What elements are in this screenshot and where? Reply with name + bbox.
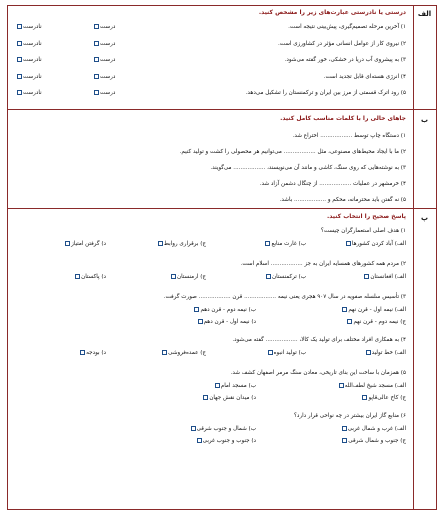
section-pe-title: پاسخ صحیح را انتخاب کنید. bbox=[327, 213, 406, 220]
mc-option[interactable] bbox=[267, 348, 306, 358]
mc-option[interactable] bbox=[341, 436, 406, 446]
mc-option-label: ب) شمال و جنوب شرقی bbox=[196, 426, 256, 432]
option-checkbox[interactable] bbox=[215, 383, 220, 388]
option-checkbox[interactable] bbox=[266, 274, 271, 279]
option-checkbox[interactable] bbox=[342, 438, 347, 443]
true-label: درست bbox=[100, 73, 116, 80]
mc-option-label: ج) عمده‌فروشی bbox=[168, 350, 206, 356]
option-checkbox[interactable] bbox=[342, 426, 347, 431]
true-checkbox[interactable] bbox=[94, 41, 99, 46]
mc-option[interactable] bbox=[193, 305, 256, 315]
section-divider bbox=[8, 208, 436, 209]
option-checkbox[interactable] bbox=[171, 274, 176, 279]
false-checkbox[interactable] bbox=[17, 24, 22, 29]
true-label: درست bbox=[100, 90, 116, 96]
true-option[interactable] bbox=[93, 55, 115, 65]
mc-option-label: الف) مسجد شیخ لطف‌الله bbox=[344, 383, 406, 389]
false-checkbox[interactable] bbox=[17, 90, 22, 95]
mc-option-label: د) پاکستان bbox=[81, 274, 106, 280]
mc-option[interactable] bbox=[202, 393, 256, 403]
mc-option-label: د) جنوب و جنوب غربی bbox=[202, 438, 256, 444]
mc-option-label: د) نیمه اول - قرن دهم bbox=[203, 319, 256, 325]
false-label: نادرست bbox=[23, 90, 42, 96]
mc-question: ۳) تأسیس سلسله صفویه در سال ۹۰۷ هجری یعنی نیمه .................. قرن .................. صورت گرفت. bbox=[163, 294, 406, 300]
false-label: نادرست bbox=[23, 40, 42, 47]
option-checkbox[interactable] bbox=[364, 274, 369, 279]
mc-option[interactable] bbox=[170, 272, 206, 282]
option-checkbox[interactable] bbox=[80, 350, 85, 355]
fill-blank-item: ۴) خرمشهر در عملیات .................. از چنگال دشمن آزاد شد. bbox=[259, 181, 406, 187]
option-checkbox[interactable] bbox=[339, 383, 344, 388]
mc-option-label: الف) غرب و شمال غربی bbox=[347, 426, 406, 432]
mc-option[interactable] bbox=[157, 239, 206, 249]
mc-option[interactable] bbox=[341, 424, 406, 434]
true-option[interactable] bbox=[93, 22, 115, 32]
true-checkbox[interactable] bbox=[94, 90, 99, 95]
fill-blank-item: ۲) ما با ایجاد محیط‌های مصنوعی، مثل .................. می‌توانیم هر محصولی را کشت و تولید کنیم. bbox=[179, 149, 406, 155]
false-label: نادرست bbox=[23, 24, 42, 30]
fill-blank-item: ۵) نه گفتن باید محترمانه، محکم و .................. باشد. bbox=[279, 197, 406, 203]
section-label-be: ب bbox=[420, 116, 429, 124]
mc-question: ۴) به همکاری افراد مختلف برای تولید یک کالا، .................. گفته می‌شود. bbox=[232, 337, 406, 343]
exam-table bbox=[7, 5, 437, 510]
mc-option-label: د) میدان نقش جهان bbox=[209, 395, 256, 401]
mc-option-label: ج) نیمه دوم - قرن نهم bbox=[353, 319, 406, 325]
option-checkbox[interactable] bbox=[194, 307, 199, 312]
mc-option[interactable] bbox=[361, 393, 406, 403]
false-option[interactable] bbox=[16, 39, 42, 49]
section-label-pe: پ bbox=[420, 214, 429, 222]
option-checkbox[interactable] bbox=[347, 319, 352, 324]
section-alef-title: درستی یا نادرستی عبارت‌های زیر را مشخص کنید. bbox=[258, 9, 406, 16]
mc-option-label: ج) کاخ عالی‌قاپو bbox=[368, 395, 406, 401]
mc-option-label: ج) برقراری روابط bbox=[163, 241, 206, 247]
option-checkbox[interactable] bbox=[362, 395, 367, 400]
mc-option[interactable] bbox=[264, 239, 306, 249]
false-option[interactable] bbox=[16, 72, 42, 82]
mc-option[interactable] bbox=[190, 424, 256, 434]
true-option[interactable] bbox=[93, 72, 115, 82]
mc-option-label: د) بودجه bbox=[86, 350, 106, 356]
section-label-alef: الف bbox=[417, 10, 432, 18]
section-label-column bbox=[413, 6, 436, 509]
mc-option[interactable] bbox=[161, 348, 206, 358]
mc-option[interactable] bbox=[74, 272, 106, 282]
mc-option-label: الف) افغانستان bbox=[370, 274, 406, 280]
option-checkbox[interactable] bbox=[65, 241, 70, 246]
true-false-statement: ۴) انرژی هسته‌ای قابل تجدید است. bbox=[323, 73, 406, 80]
mc-option-label: الف) خط تولید bbox=[371, 350, 406, 356]
true-checkbox[interactable] bbox=[94, 24, 99, 29]
true-checkbox[interactable] bbox=[94, 57, 99, 62]
option-checkbox[interactable] bbox=[366, 350, 371, 355]
mc-option[interactable] bbox=[196, 436, 256, 446]
mc-option[interactable] bbox=[346, 317, 406, 327]
true-label: درست bbox=[100, 24, 116, 30]
false-label: نادرست bbox=[23, 73, 42, 80]
true-false-statement: ۲) نیروی کار از عوامل انسانی مؤثر در کشاورزی است. bbox=[277, 40, 406, 47]
mc-option-label: ج) جنوب و شمال شرقی bbox=[348, 438, 406, 444]
false-label: نادرست bbox=[23, 57, 42, 63]
mc-question: ۲) مردم همه کشورهای همسایه ایران به جز .................. اسلام است. bbox=[240, 261, 406, 267]
option-checkbox[interactable] bbox=[203, 395, 208, 400]
mc-option[interactable] bbox=[345, 239, 406, 249]
option-checkbox[interactable] bbox=[158, 241, 163, 246]
option-checkbox[interactable] bbox=[342, 307, 347, 312]
false-checkbox[interactable] bbox=[17, 41, 22, 46]
true-option[interactable] bbox=[93, 39, 115, 49]
option-checkbox[interactable] bbox=[268, 350, 273, 355]
section-divider bbox=[8, 109, 436, 110]
option-checkbox[interactable] bbox=[346, 241, 351, 246]
mc-question: ۵) همزمان با ساخت این بنای تاریخی، معادن سنگ مرمر اصفهان کشف شد. bbox=[230, 370, 406, 376]
mc-question: ۱) هدف اصلی استعمارگران چیست؟ bbox=[320, 228, 406, 234]
true-false-statement: ۱) آخرین مرحله تصمیم‌گیری، پیش‌بینی نتیجه است. bbox=[288, 24, 406, 30]
option-checkbox[interactable] bbox=[198, 319, 203, 324]
mc-option-label: ب) غارت منابع bbox=[271, 241, 306, 247]
option-checkbox[interactable] bbox=[191, 426, 196, 431]
mc-option[interactable] bbox=[64, 239, 106, 249]
option-checkbox[interactable] bbox=[265, 241, 270, 246]
mc-option-label: د) گرفتن امتیاز bbox=[71, 241, 106, 247]
mc-option[interactable] bbox=[197, 317, 256, 327]
false-option[interactable] bbox=[16, 55, 42, 65]
mc-option[interactable] bbox=[365, 348, 406, 358]
true-label: درست bbox=[100, 40, 116, 47]
fill-blank-item: ۳) به نوشته‌هایی که روی سنگ، کاشی و مانند آن می‌نویسند، .................. می‌گویند. bbox=[210, 165, 406, 171]
mc-option[interactable] bbox=[363, 272, 406, 282]
false-option[interactable] bbox=[16, 88, 42, 98]
fill-blank-item: ۱) دستگاه چاپ توسط .................. اختراع شد. bbox=[292, 133, 406, 139]
mc-option[interactable] bbox=[214, 381, 256, 391]
option-checkbox[interactable] bbox=[162, 350, 167, 355]
true-option[interactable] bbox=[93, 88, 115, 98]
mc-option[interactable] bbox=[79, 348, 106, 358]
section-be-title: جاهای خالی را با کلمات مناسب کامل کنید. bbox=[280, 115, 406, 122]
true-label: درست bbox=[100, 57, 116, 63]
option-checkbox[interactable] bbox=[75, 274, 80, 279]
mc-option[interactable] bbox=[265, 272, 306, 282]
mc-option-label: ب) نیمه دوم - قرن دهم bbox=[200, 307, 256, 313]
mc-option[interactable] bbox=[338, 381, 406, 391]
mc-option-label: الف) نیمه اول - قرن نهم bbox=[348, 307, 406, 313]
mc-option-label: ب) ترکمنستان bbox=[272, 274, 306, 280]
option-checkbox[interactable] bbox=[197, 438, 202, 443]
mc-option-label: الف) آباد کردن کشورها bbox=[351, 241, 406, 247]
mc-option-label: ج) ارمنستان bbox=[176, 274, 206, 280]
mc-option[interactable] bbox=[341, 305, 406, 315]
mc-option-label: ب) مسجد امام bbox=[220, 383, 256, 389]
mc-option-label: ب) تولید انبوه bbox=[273, 350, 306, 356]
false-option[interactable] bbox=[16, 22, 42, 32]
true-checkbox[interactable] bbox=[94, 74, 99, 79]
true-false-statement: ۳) به پیشروی آب دریا در خشکی، خور گفته می‌شود. bbox=[284, 57, 406, 63]
false-checkbox[interactable] bbox=[17, 57, 22, 62]
true-false-statement: ۵) رود اترک قسمتی از مرز بین ایران و ترکمنستان را تشکیل می‌دهد. bbox=[245, 90, 406, 96]
mc-question: ۶) منابع گاز ایران بیشتر در چه نواحی قرار دارد؟ bbox=[293, 413, 406, 419]
false-checkbox[interactable] bbox=[17, 74, 22, 79]
